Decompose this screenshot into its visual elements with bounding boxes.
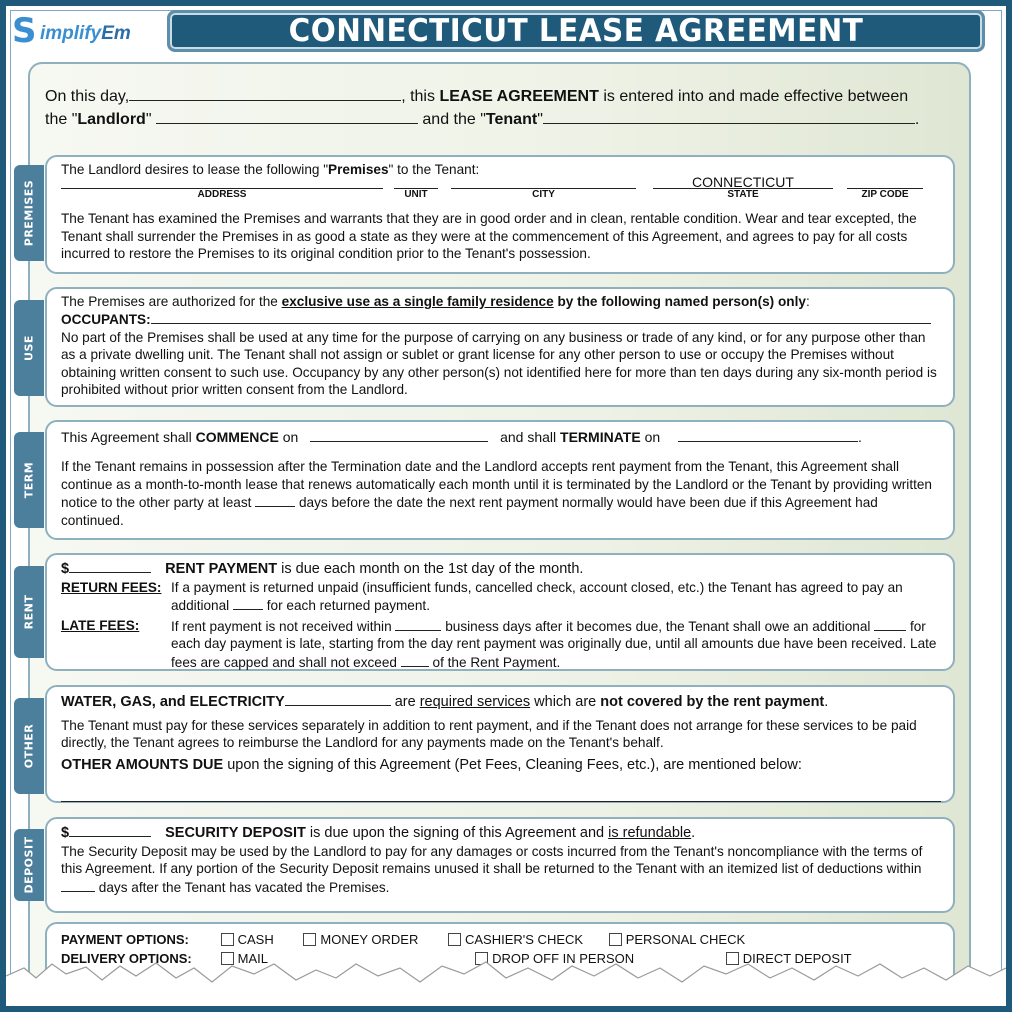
tab-other: OTHER bbox=[14, 698, 44, 794]
commence-date-field[interactable] bbox=[310, 428, 488, 442]
premises-section: The Landlord desires to lease the following "Premises" to the Tenant: ADDRESS UNIT CITY CONNECTICUT STATE ZIP CODE The Tenant has examined the Premises and warrants that they are in good order and in clean, rentable condition. Wear and tear excepted, the Tenant shall surrender the Premises in as good a state as they were at the commencement of this Agreement, and agrees to pay for all costs incurred to restore the Premises to its original condition prior to the Tenant's possession. bbox=[45, 155, 955, 274]
tab-premises: PREMISES bbox=[14, 165, 44, 261]
premises-body: The Tenant has examined the Premises and warrants that they are in good order and in clean, rentable condition. Wear and tear excepted, the Tenant shall surrender the Premises in as good a state as they were at the commencement of this Agreement, and agrees to pay for all costs incurred to restore the Premises to its original condition prior to the Tenant's possession. bbox=[61, 211, 917, 262]
use-section: The Premises are authorized for the exclusive use as a single family residence by the following named person(s) only: OCCUPANTS: No part of the Premises shall be used at any time for the purpose of carrying on any business or trade of any kind, or for any purpose other than as a private dwelling unit. The Tenant shall not assign or sublet or grant license for any other person to use or occupy the Premises without obtaining written consent to such use. Occupancy by any other person(s) not identified here for more than ten days during any six-month period is prohibited without prior written consent from the Landlord. bbox=[45, 287, 955, 407]
terminate-date-field[interactable] bbox=[678, 428, 858, 442]
date-field[interactable] bbox=[129, 87, 401, 101]
utilities-field[interactable] bbox=[285, 692, 391, 706]
address-fields bbox=[61, 174, 941, 210]
zip-code-field[interactable]: ZIP CODE bbox=[847, 188, 923, 201]
personal-check-checkbox[interactable] bbox=[609, 933, 622, 946]
occupants-field[interactable] bbox=[151, 310, 931, 324]
tab-rent: RENT bbox=[14, 566, 44, 658]
cashiers-check-checkbox[interactable] bbox=[448, 933, 461, 946]
cash-checkbox[interactable] bbox=[221, 933, 234, 946]
simplifyem-logo: S implifyEm bbox=[12, 11, 131, 51]
city-field[interactable]: CITY bbox=[451, 188, 636, 201]
money-order-checkbox[interactable] bbox=[303, 933, 316, 946]
state-field[interactable]: STATE bbox=[653, 188, 833, 201]
tab-term: TERM bbox=[14, 432, 44, 528]
deposit-section: $ SECURITY DEPOSIT is due upon the signing of this Agreement and is refundable. The Security Deposit may be used by the Landlord to pay for any damages or costs incurred from the Tenant's noncompliance with the terms of this Agreement. If any portion of the Security Deposit remains unused it shall be returned to the Tenant with an itemized list of deductions within days after the Tenant has vacated the Premises. bbox=[45, 817, 955, 913]
deduction-days-field[interactable] bbox=[61, 878, 95, 892]
payment-section: PAYMENT OPTIONS: CASH MONEY ORDER CASHIER'S CHECK PERSONAL CHECK DELIVERY OPTIONS: MAIL DROP OFF IN PERSON DIRECT DEPOSIT bbox=[45, 922, 955, 992]
other-body: The Tenant must pay for these services separately in addition to rent payment, and if the Tenant does not arrange for these services to be paid directly, the Tenant agrees to reimburse the Landlord for any payments made on the Tenant's behalf. bbox=[61, 718, 917, 751]
tab-use: USE bbox=[14, 300, 44, 396]
address-field[interactable]: ADDRESS bbox=[61, 188, 383, 201]
landlord-name-field[interactable] bbox=[156, 110, 418, 124]
late-fee-cap-field[interactable] bbox=[401, 653, 429, 667]
daily-late-fee-field[interactable] bbox=[874, 617, 906, 631]
torn-edge-graphic bbox=[6, 958, 1006, 1006]
state-value: CONNECTICUT bbox=[692, 174, 794, 191]
grace-days-field[interactable] bbox=[395, 617, 441, 631]
deposit-amount-field[interactable] bbox=[69, 823, 151, 837]
return-fee-field[interactable] bbox=[233, 596, 263, 610]
other-section: WATER, GAS, and ELECTRICITY are required services which are not covered by the rent payment. The Tenant must pay for these services separately in addition to rent payment, and if the Tenant does not arrange for these services to be paid directly, the Tenant agrees to reimburse the Landlord for any payments made on the Tenant's behalf. OTHER AMOUNTS DUE upon the signing of this Agreement (Pet Fees, Cleaning Fees, etc.), are mentioned below: bbox=[45, 685, 955, 803]
use-body: No part of the Premises shall be used at any time for the purpose of carrying on any business or trade of any kind, or for any purpose other than as a private dwelling unit. The Tenant shall not assign or sublet or grant license for any other person to use or occupy the Premises without obtaining written consent to such use. Occupancy by any other person(s) not identified here for more than ten days during any six-month period is prohibited without prior written consent from the Landlord. bbox=[61, 329, 937, 398]
notice-days-field[interactable] bbox=[255, 493, 295, 507]
unit-field[interactable]: UNIT bbox=[394, 188, 438, 201]
intro-paragraph: On this day, , this LEASE AGREEMENT is entered into and made effective between the "Landlord" and the "Tenant" . bbox=[45, 88, 920, 128]
tab-deposit: DEPOSIT bbox=[14, 829, 44, 901]
other-amounts-field[interactable] bbox=[61, 788, 941, 802]
tenant-name-field[interactable] bbox=[543, 110, 915, 124]
term-section: This Agreement shall COMMENCE on and shall TERMINATE on . If the Tenant remains in possession after the Termination date and the Landlord accepts rent payment from the Tenant, this Agreement shall continue as a month-to-month lease that renews automatically each month until it is terminated by the Landlord or the Tenant by providing written notice to the other party at least days before the date the next rent payment normally would have been due if this Agreement had continued. bbox=[45, 420, 955, 540]
rent-amount-field[interactable] bbox=[69, 559, 151, 573]
rent-section: $ RENT PAYMENT is due each month on the 1st day of the month. RETURN FEES: If a payment is returned unpaid (insufficient funds, cancelled check, account closed, etc.) the Tenant has agreed to pay an additional for each returned payment. LATE FEES: If rent payment is not received within business days after it becomes due, the Tenant shall owe an additional for each day payment is late, starting from the day rent payment was originally due, until all amounts due have been received. Late fees are capped and shall not exceed of the Rent Payment. bbox=[45, 553, 955, 671]
title-banner bbox=[167, 10, 985, 52]
document-title: CONNECTICUT LEASE AGREEMENT bbox=[288, 13, 864, 49]
